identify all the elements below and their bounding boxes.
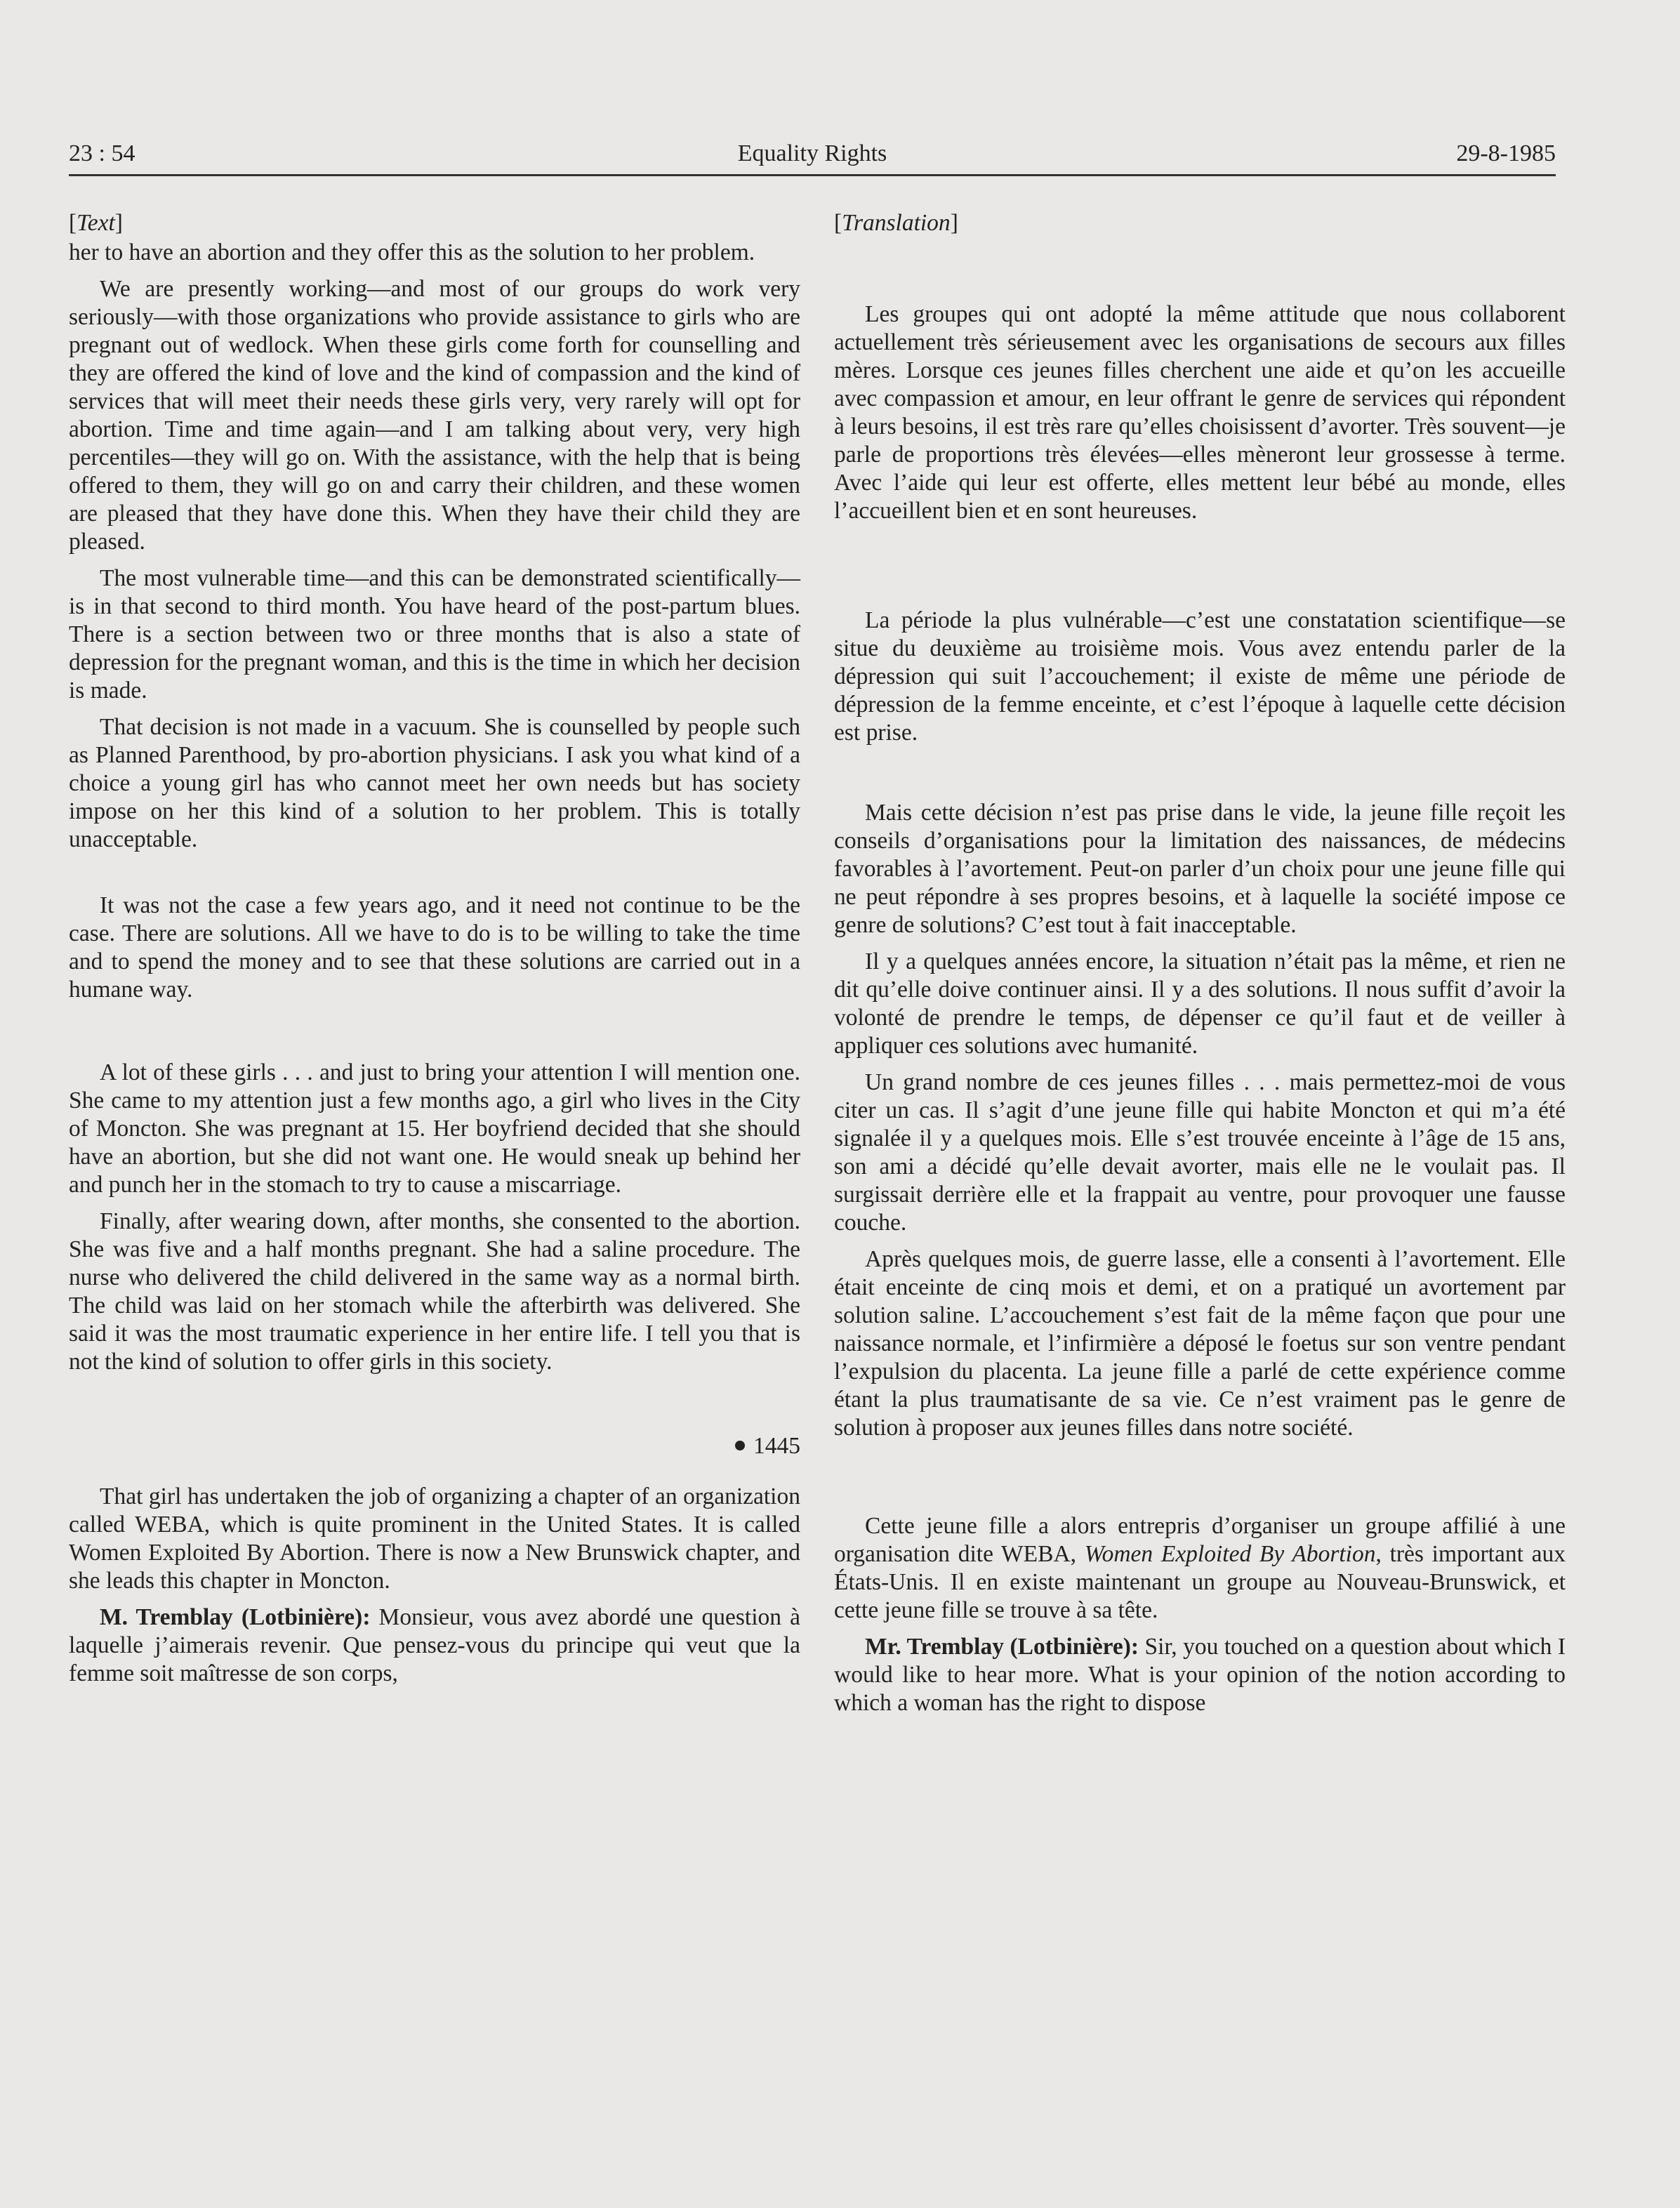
paragraph: La période la plus vulnérable—c’est une constatation scientifique—se situe du deuxième au troisième mois. Vous avez entendu parler de la dépression qui suit l’accouchement; il existe de même une période de dépression de la femme enceinte, et c’est l’époque à laquelle cette décision est prise. xyxy=(834,607,1566,746)
paragraph: A lot of these girls . . . and just to bring your attention I will mention one. She came to my attention just a few months ago, a girl who lives in the City of Moncton. She was pregnant at 15. Her boyfriend decided that she should have an abortion, but she did not want one. He would sneak up behind her and punch her in the stomach to try to cause a miscarriage. xyxy=(69,1059,800,1198)
paragraph: Mais cette décision n’est pas prise dans le vide, la jeune fille reçoit les conseils d’organisations pour la limitation des naissances, de médecins favorables à l’avortement. Peut-on parler d’un choix pour une jeune fille qui ne peut répondre à ses propres besoins, et à laquelle la société impose ce genre de solutions? C’est tout à fait inacceptable. xyxy=(834,800,1566,938)
column-gap xyxy=(69,862,800,892)
english-column xyxy=(69,209,800,1696)
page-header xyxy=(69,139,1556,176)
paragraph: That girl has undertaken the job of organizing a chapter of an organization called WEBA, which is quite prominent in the United States. It is called Women Exploited By Abortion. There is now a New Brunswick chapter, and she leads this chapter in Moncton. xyxy=(69,1483,800,1594)
speaker-paragraph: M. Tremblay (Lotbinière): Monsieur, vous avez abordé une question à laquelle j’aimerais revenir. Que pensez-vous du principe qui veut que la femme soit maîtresse de son corps, xyxy=(69,1604,800,1686)
paragraph: Cette jeune fille a alors entrepris d’organiser un groupe affilié à une organisation dite WEBA, Women Exploited By Abortion, très important aux États-Unis. Il en existe maintenant un groupe au Nouveau-Brunswick, et cette jeune fille se trouve à sa tête. xyxy=(834,1513,1566,1623)
column-gap xyxy=(69,1469,800,1483)
paragraph: Il y a quelques années encore, la situation n’était pas la même, et rien ne dit qu’elle doive continuer ainsi. Il y a des solutions. Il nous suffit d’avoir la volonté de prendre le temps, de dépenser ce qu’il faut et de veiller à appliquer ces solutions avec humanité. xyxy=(834,948,1566,1059)
paragraph: The most vulnerable time—and this can be demonstrated scientifically—is in that second to third month. You have heard of the post-partum blues. There is a section between two or three months that is also a state of depression for the pregnant woman, and this is the time in which her decision is made. xyxy=(69,565,800,703)
speaker-name: M. Tremblay (Lotbinière): xyxy=(100,1604,371,1630)
column-gap xyxy=(834,239,1566,300)
column-gap xyxy=(834,534,1566,607)
bullet-icon xyxy=(735,1441,745,1450)
time-marker: 1445 xyxy=(69,1432,800,1460)
paragraph: It was not the case a few years ago, and it need not continue to be the case. There are solutions. All we have to do is to be willing to take the time and to spend the money and to see that these solutions are carried out in a humane way. xyxy=(69,892,800,1003)
column-label-text: [Text] xyxy=(69,210,123,236)
french-column xyxy=(834,209,1566,1726)
paragraph: Finally, after wearing down, after months, she consented to the abortion. She was five and a half months pregnant. She had a saline procedure. The nurse who delivered the child delivered in the same way as a normal birth. The child was laid on her stomach while the afterbirth was delivered. She said it was the most traumatic experience in her entire life. I tell you that is not the kind of solution to offer girls in this society. xyxy=(69,1208,800,1375)
paragraph: Les groupes qui ont adopté la même attitude que nous collaborent actuellement très sérieusement avec les organisations de secours aux filles mères. Lorsque ces jeunes filles cherchent une aide et qu’on les accueille avec compassion et amour, en leur offrant le genre de services qui répondent à leurs besoins, il est très rare qu’elles choisissent d’avorter. Très souvent—je parle de proportions très élevées—elles mèneront leur grossesse à terme. Avec l’aide qui leur est offerte, elles mettent leur bébé au monde, elles l’accueillent bien et en sont heureuses. xyxy=(834,301,1566,524)
paragraph: We are presently working—and most of our groups do work very seriously—with those organizations who provide assistance to girls who are pregnant out of wedlock. When these girls come forth for counselling and they are offered the kind of love and the kind of compassion and the kind of services that will meet their needs these girls very, very rarely will opt for abortion. Time and time again—and I am talking about very, very high percentiles—they will go on. With the assistance, with the help that is being offered to them, they will go on and carry their children, and these women are pleased that they have done this. When they have their child they are pleased. xyxy=(69,276,800,555)
paragraph: That decision is not made in a vacuum. She is counselled by people such as Planned Parenthood, by pro-abortion physicians. I ask you what kind of a choice a young girl has who cannot meet her own needs but has society impose on her this kind of a solution to her problem. This is totally unacceptable. xyxy=(69,714,800,852)
page-number: 23 : 54 xyxy=(69,140,135,166)
header-date: 29-8-1985 xyxy=(1456,140,1556,166)
column-gap xyxy=(69,1012,800,1059)
paragraph: Un grand nombre de ces jeunes filles . . . mais permettez-moi de vous citer un cas. Il s’agit d’une jeune fille qui habite Moncton et qui m’a été signalée il y a quelques mois. Elle s’est trouvée enceinte à l’âge de 15 ans, son ami a décidé qu’elle devait avorter, mais elle ne le voulait pas. Il surgissait derrière elle et la frappait au ventre, pour provoquer une fausse couche. xyxy=(834,1069,1566,1236)
column-gap xyxy=(69,1384,800,1432)
paragraph: her to have an abortion and they offer this as the solution to her problem. xyxy=(69,239,755,265)
paragraph: Après quelques mois, de guerre lasse, elle a consenti à l’avortement. Elle était enceinte de cinq mois et demi, et on a pratiqué un avortement par solution saline. L’accouchement s’est fait de la même façon que pour une naissance normale, et l’infirmière a déposé le foetus sur son ventre pendant l’expulsion du placenta. La jeune fille a parlé de cette expérience comme étant la plus traumatisante de sa vie. Ce n’est vraiment pas le genre de solution à proposer aux jeunes filles dans notre société. xyxy=(834,1246,1566,1441)
column-gap xyxy=(834,755,1566,799)
speaker-paragraph: Mr. Tremblay (Lotbinière): Sir, you touched on a question about which I would like to hear more. What is your opinion of the notion according to which a woman has the right to dispose xyxy=(834,1634,1566,1716)
column-label-translation: [Translation] xyxy=(834,210,958,236)
running-title: Equality Rights xyxy=(737,140,887,166)
column-gap xyxy=(834,1450,1566,1512)
speaker-name: Mr. Tremblay (Lotbinière): xyxy=(865,1634,1139,1660)
